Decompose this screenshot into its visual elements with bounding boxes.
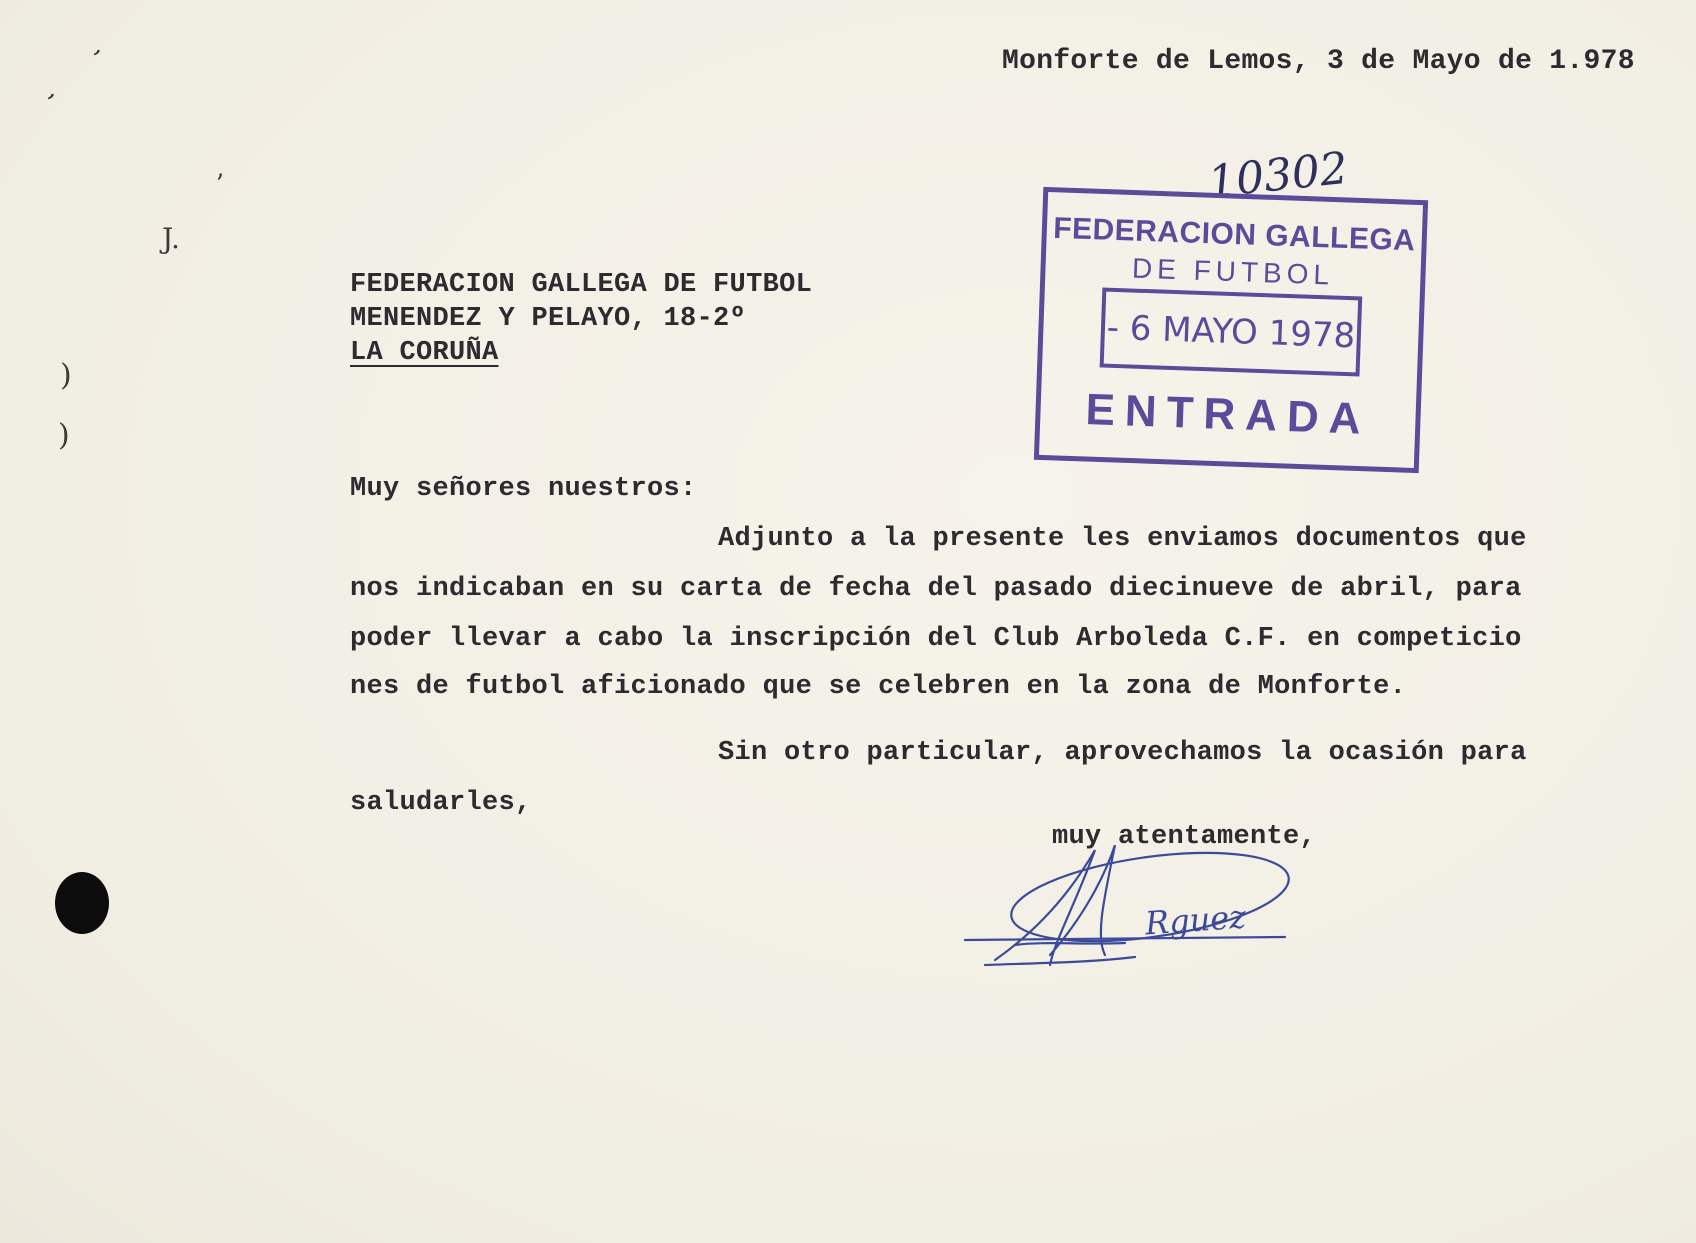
- margin-mark: ): [60, 358, 72, 393]
- paragraph1-line4: nes de futbol aficionado que se celebren en la zona de Monforte.: [350, 672, 1407, 702]
- stamp-date: - 6 MAYO 1978: [1106, 307, 1356, 357]
- registry-number: 10302: [1205, 142, 1351, 209]
- recipient-line2: MENENDEZ Y PELAYO, 18-2º: [350, 304, 747, 334]
- recipient-line1: FEDERACION GALLEGA DE FUTBOL: [350, 270, 813, 300]
- margin-mark: ): [58, 418, 70, 453]
- recipient-line3: LA CORUÑA: [350, 338, 499, 368]
- margin-mark: ‚: [45, 73, 64, 105]
- stamp-line1: FEDERACION GALLEGA: [1052, 211, 1416, 258]
- entrada-stamp: [1030, 183, 1432, 477]
- stamp-line2: DE FUTBOL: [1131, 252, 1335, 291]
- stamp-label: ENTRADA: [1084, 384, 1372, 444]
- closing: muy atentamente,: [1052, 822, 1317, 852]
- paragraph2-line1: Sin otro particular, aprovechamos la ocasión para: [718, 738, 1527, 768]
- salutation: Muy señores nuestros:: [350, 474, 697, 504]
- paragraph1-line2: nos indicaban en su carta de fecha del pasado diecinueve de abril, para: [350, 574, 1522, 604]
- margin-mark: ʼ: [215, 170, 224, 200]
- paragraph1-line1: Adjunto a la presente les enviamos documentos que: [718, 524, 1527, 554]
- margin-mark: J.: [162, 222, 180, 255]
- signature-text: Rguez: [1143, 897, 1248, 943]
- paragraph1-line3: poder llevar a cabo la inscripción del Club Arboleda C.F. en competicio: [350, 624, 1522, 654]
- punch-hole: [55, 872, 109, 934]
- signature: [955, 845, 1295, 1000]
- place-date: Monforte de Lemos, 3 de Mayo de 1.978: [1002, 46, 1635, 77]
- paragraph2-line2: saludarles,: [350, 788, 532, 818]
- margin-mark: ‚: [91, 29, 110, 61]
